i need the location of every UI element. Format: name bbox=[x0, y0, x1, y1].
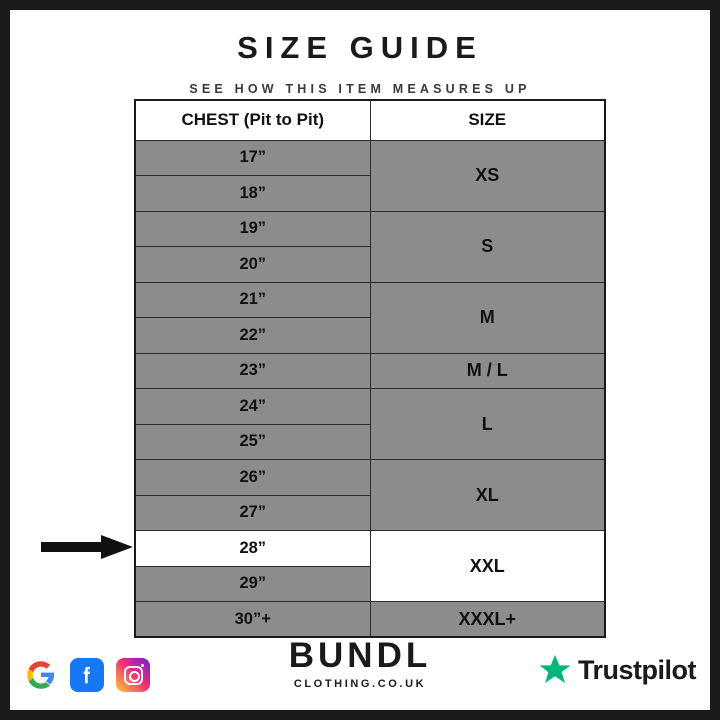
trustpilot-logo[interactable] bbox=[539, 654, 696, 686]
size-value: M bbox=[370, 282, 605, 353]
table-header-row bbox=[135, 100, 605, 140]
chest-value: 29” bbox=[135, 566, 370, 602]
chest-value: 27” bbox=[135, 495, 370, 531]
trustpilot-star-icon bbox=[539, 654, 571, 686]
facebook-glyph-icon bbox=[76, 664, 98, 686]
chest-value-selected: 28” bbox=[135, 531, 370, 567]
size-value: XS bbox=[370, 140, 605, 211]
brand-domain: CLOTHING.CO.UK bbox=[293, 678, 427, 690]
brand-name: BUNDL bbox=[288, 636, 432, 675]
size-value-selected: XXL bbox=[370, 531, 605, 602]
chest-value: 17” bbox=[135, 140, 370, 176]
brand-logo bbox=[289, 636, 431, 690]
chest-value: 25” bbox=[135, 424, 370, 460]
table-row bbox=[135, 140, 605, 176]
page-subtitle: SEE HOW THIS ITEM MEASURES UP bbox=[189, 82, 531, 96]
table-row bbox=[135, 460, 605, 496]
table-row bbox=[135, 389, 605, 425]
chest-value: 24” bbox=[135, 389, 370, 425]
selection-arrow-icon bbox=[41, 534, 133, 560]
size-table-wrapper bbox=[134, 99, 606, 638]
page-title: SIZE GUIDE bbox=[237, 30, 483, 65]
chest-value: 30”+ bbox=[135, 602, 370, 638]
table-row-highlighted bbox=[135, 531, 605, 567]
size-value: XXXL+ bbox=[370, 602, 605, 638]
chest-value: 20” bbox=[135, 247, 370, 283]
trustpilot-label: Trustpilot bbox=[578, 654, 696, 685]
table-row bbox=[135, 282, 605, 318]
size-table bbox=[134, 99, 606, 638]
chest-value: 21” bbox=[135, 282, 370, 318]
instagram-dot-icon bbox=[141, 664, 144, 667]
google-glyph-icon bbox=[26, 660, 56, 690]
chest-value: 23” bbox=[135, 353, 370, 389]
table-row bbox=[135, 211, 605, 247]
footer bbox=[10, 632, 710, 694]
social-links bbox=[24, 658, 150, 692]
google-icon[interactable] bbox=[24, 658, 58, 692]
size-table-body bbox=[135, 140, 605, 637]
facebook-icon[interactable] bbox=[70, 658, 104, 692]
size-value: S bbox=[370, 211, 605, 282]
size-value: XL bbox=[370, 460, 605, 531]
size-table-head bbox=[135, 100, 605, 140]
size-value: M / L bbox=[370, 353, 605, 389]
chest-value: 26” bbox=[135, 460, 370, 496]
size-value: L bbox=[370, 389, 605, 460]
instagram-icon[interactable] bbox=[116, 658, 150, 692]
column-header-chest: CHEST (Pit to Pit) bbox=[135, 100, 370, 140]
chest-value: 18” bbox=[135, 176, 370, 212]
page-inner bbox=[10, 10, 710, 710]
instagram-glyph-icon bbox=[124, 666, 143, 685]
column-header-size: SIZE bbox=[370, 100, 605, 140]
chest-value: 22” bbox=[135, 318, 370, 354]
chest-value: 19” bbox=[135, 211, 370, 247]
table-row bbox=[135, 353, 605, 389]
